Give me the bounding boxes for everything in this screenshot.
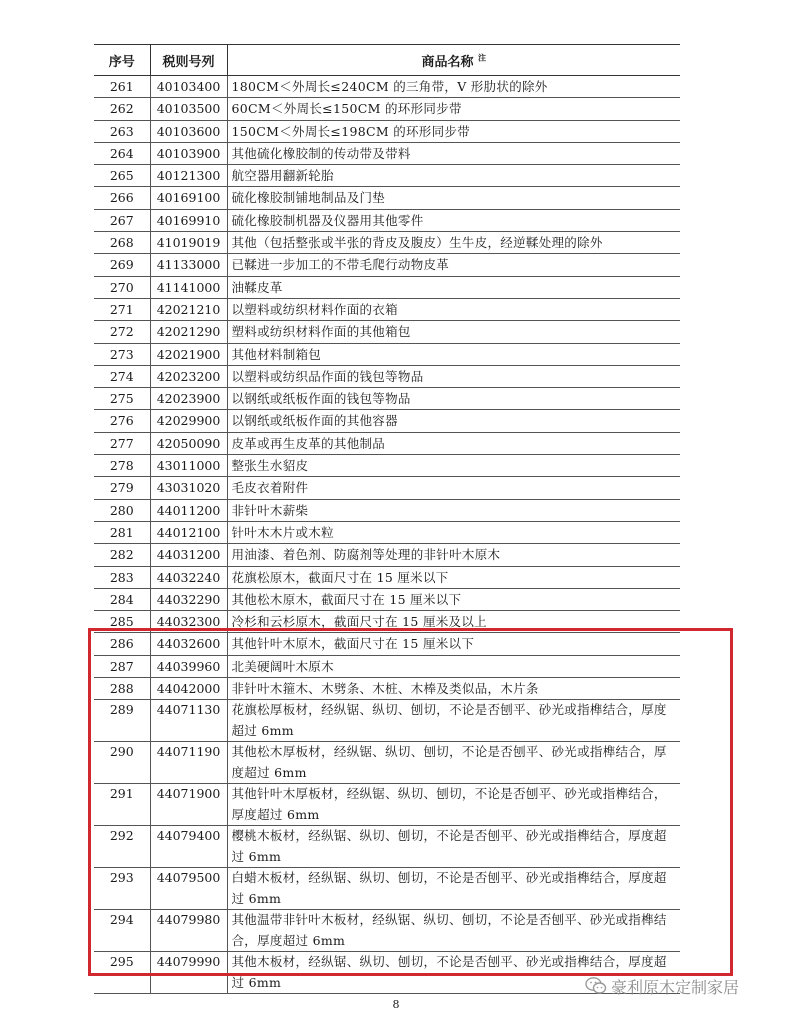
cell-code: 40103600 — [150, 120, 227, 142]
cell-seq: 294 — [94, 910, 150, 952]
cell-seq: 289 — [94, 700, 150, 742]
cell-code: 42023200 — [150, 365, 227, 387]
table-row — [94, 76, 680, 98]
table-row — [94, 209, 680, 231]
cell-name: 花旗松原木，截面尺寸在 15 厘米以下 — [227, 566, 680, 588]
cell-code: 42023900 — [150, 388, 227, 410]
wechat-icon — [585, 976, 607, 996]
cell-code: 44032240 — [150, 566, 227, 588]
header-name-note: 注 — [478, 53, 487, 63]
cell-code: 42021290 — [150, 321, 227, 343]
cell-name: 其他硫化橡胶制的传动带及带料 — [227, 142, 680, 164]
cell-name: 其他材料制箱包 — [227, 343, 680, 365]
cell-code: 44032290 — [150, 588, 227, 610]
cell-code: 44032600 — [150, 633, 227, 655]
cell-name: 航空器用翻新轮胎 — [227, 165, 680, 187]
cell-name: 针叶木木片或木粒 — [227, 521, 680, 543]
table-row — [94, 365, 680, 387]
table-row — [94, 120, 680, 142]
cell-seq: 291 — [94, 784, 150, 826]
table-row — [94, 544, 680, 566]
cell-name: 毛皮衣着附件 — [227, 477, 680, 499]
cell-seq: 288 — [94, 678, 150, 700]
table-header-row — [94, 45, 680, 76]
cell-code: 42029900 — [150, 410, 227, 432]
table-row — [94, 98, 680, 120]
cell-seq: 271 — [94, 298, 150, 320]
cell-name: 已鞣进一步加工的不带毛爬行动物皮革 — [227, 254, 680, 276]
cell-name: 其他松木厚板材，经纵锯、纵切、刨切，不论是否刨平、砂光或指榫结合，厚度超过 6mm — [227, 742, 680, 784]
cell-code: 40121300 — [150, 165, 227, 187]
table-row — [94, 455, 680, 477]
cell-seq: 281 — [94, 521, 150, 543]
cell-name: 白蜡木板材，经纵锯、纵切、刨切，不论是否刨平、砂光或指榫结合，厚度超过 6mm — [227, 868, 680, 910]
cell-name: 皮革或再生皮革的其他制品 — [227, 432, 680, 454]
table-row — [94, 477, 680, 499]
cell-name: 油鞣皮革 — [227, 276, 680, 298]
cell-seq: 269 — [94, 254, 150, 276]
table-row — [94, 232, 680, 254]
cell-code: 41141000 — [150, 276, 227, 298]
cell-seq: 268 — [94, 232, 150, 254]
cell-code: 43011000 — [150, 455, 227, 477]
cell-code: 44031200 — [150, 544, 227, 566]
table-row — [94, 566, 680, 588]
highlight-box — [88, 628, 733, 976]
cell-code: 44032300 — [150, 611, 227, 633]
cell-name: 冷杉和云杉原木，截面尺寸在 15 厘米及以上 — [227, 611, 680, 633]
cell-name: 150CM＜外周长≤198CM 的环形同步带 — [227, 120, 680, 142]
cell-code: 42021210 — [150, 298, 227, 320]
cell-seq: 277 — [94, 432, 150, 454]
watermark — [585, 976, 739, 996]
table-row — [94, 321, 680, 343]
cell-code: 44071900 — [150, 784, 227, 826]
cell-name: 硫化橡胶制铺地制品及门垫 — [227, 187, 680, 209]
cell-seq: 286 — [94, 633, 150, 655]
cell-seq: 264 — [94, 142, 150, 164]
cell-code: 44079980 — [150, 910, 227, 952]
cell-code: 40169100 — [150, 187, 227, 209]
header-seq: 序号 — [94, 45, 150, 76]
header-name — [227, 45, 680, 76]
cell-seq: 279 — [94, 477, 150, 499]
cell-code: 42050090 — [150, 432, 227, 454]
cell-name: 180CM＜外周长≤240CM 的三角带，V 形肋状的除外 — [227, 76, 680, 98]
header-code: 税则号列 — [150, 45, 227, 76]
cell-name: 樱桃木板材，经纵锯、纵切、刨切，不论是否刨平、砂光或指榫结合，厚度超过 6mm — [227, 826, 680, 868]
cell-seq: 262 — [94, 98, 150, 120]
cell-code: 44079500 — [150, 868, 227, 910]
cell-seq: 293 — [94, 868, 150, 910]
cell-seq: 276 — [94, 410, 150, 432]
cell-seq: 261 — [94, 76, 150, 98]
cell-code: 44042000 — [150, 678, 227, 700]
table-row — [94, 165, 680, 187]
cell-name: 以钢纸或纸板作面的其他容器 — [227, 410, 680, 432]
table-row — [94, 254, 680, 276]
cell-name: 60CM＜外周长≤150CM 的环形同步带 — [227, 98, 680, 120]
cell-seq: 263 — [94, 120, 150, 142]
cell-seq: 265 — [94, 165, 150, 187]
cell-seq: 292 — [94, 826, 150, 868]
cell-code: 44071130 — [150, 700, 227, 742]
cell-code: 40169910 — [150, 209, 227, 231]
table-row — [94, 432, 680, 454]
watermark-text: 豪利原木定制家居 — [611, 977, 740, 997]
cell-code: 44011200 — [150, 499, 227, 521]
cell-seq: 266 — [94, 187, 150, 209]
cell-code: 41133000 — [150, 254, 227, 276]
cell-code: 44039960 — [150, 655, 227, 677]
cell-code: 44071190 — [150, 742, 227, 784]
cell-code: 40103900 — [150, 142, 227, 164]
cell-seq: 278 — [94, 455, 150, 477]
cell-name: 其他（包括整张或半张的背皮及腹皮）生牛皮，经逆鞣处理的除外 — [227, 232, 680, 254]
cell-name: 非针叶木箍木、木劈条、木桩、木棒及类似品，木片条 — [227, 678, 680, 700]
cell-name: 其他松木原木，截面尺寸在 15 厘米以下 — [227, 588, 680, 610]
table-row — [94, 388, 680, 410]
header-name-label: 商品名称 — [421, 54, 474, 70]
cell-name: 塑料或纺织材料作面的其他箱包 — [227, 321, 680, 343]
cell-seq: 267 — [94, 209, 150, 231]
cell-code: 44079400 — [150, 826, 227, 868]
table-row — [94, 521, 680, 543]
cell-name: 非针叶木薪柴 — [227, 499, 680, 521]
cell-seq: 283 — [94, 566, 150, 588]
table-row — [94, 343, 680, 365]
cell-name: 整张生水貂皮 — [227, 455, 680, 477]
cell-seq: 275 — [94, 388, 150, 410]
cell-seq: 285 — [94, 611, 150, 633]
cell-name: 以钢纸或纸板作面的钱包等物品 — [227, 388, 680, 410]
cell-code: 44012100 — [150, 521, 227, 543]
cell-seq: 272 — [94, 321, 150, 343]
cell-code: 42021900 — [150, 343, 227, 365]
cell-code: 40103500 — [150, 98, 227, 120]
cell-seq: 280 — [94, 499, 150, 521]
cell-code: 44079990 — [150, 952, 227, 994]
cell-name: 其他针叶木原木，截面尺寸在 15 厘米以下 — [227, 633, 680, 655]
cell-seq: 287 — [94, 655, 150, 677]
cell-seq: 282 — [94, 544, 150, 566]
cell-name: 用油漆、着色剂、防腐剂等处理的非针叶木原木 — [227, 544, 680, 566]
cell-name: 其他针叶木厚板材，经纵锯、纵切、刨切，不论是否刨平、砂光或指榫结合，厚度超过 6mm — [227, 784, 680, 826]
cell-name: 花旗松厚板材，经纵锯、纵切、刨切，不论是否刨平、砂光或指榫结合，厚度超过 6mm — [227, 700, 680, 742]
table-row — [94, 298, 680, 320]
table-row — [94, 187, 680, 209]
cell-name: 以塑料或纺织品作面的钱包等物品 — [227, 365, 680, 387]
cell-seq: 295 — [94, 952, 150, 994]
cell-seq: 273 — [94, 343, 150, 365]
cell-code: 43031020 — [150, 477, 227, 499]
table-row — [94, 588, 680, 610]
cell-code: 40103400 — [150, 76, 227, 98]
cell-name: 北美硬阔叶木原木 — [227, 655, 680, 677]
table-row — [94, 410, 680, 432]
table-row — [94, 276, 680, 298]
cell-name: 其他木板材，经纵锯、纵切、刨切，不论是否刨平、砂光或指榫结合，厚度超过 6mm — [227, 952, 680, 994]
cell-name: 以塑料或纺织材料作面的衣箱 — [227, 298, 680, 320]
cell-seq: 274 — [94, 365, 150, 387]
cell-name: 其他温带非针叶木板材，经纵锯、纵切、刨切，不论是否刨平、砂光或指榫结合，厚度超过 6mm — [227, 910, 680, 952]
cell-seq: 270 — [94, 276, 150, 298]
cell-name: 硫化橡胶制机器及仪器用其他零件 — [227, 209, 680, 231]
cell-seq: 290 — [94, 742, 150, 784]
table-row — [94, 142, 680, 164]
page-number: 8 — [392, 998, 400, 1011]
table-row — [94, 499, 680, 521]
cell-code: 41019019 — [150, 232, 227, 254]
cell-seq: 284 — [94, 588, 150, 610]
